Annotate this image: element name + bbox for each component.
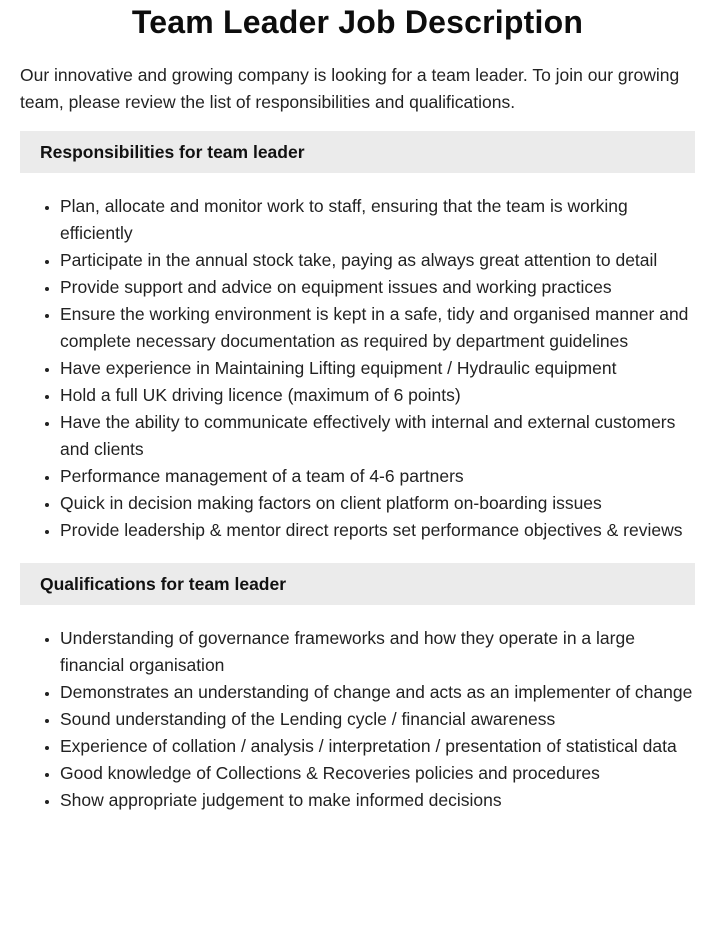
intro-paragraph: Our innovative and growing company is looking for a team leader. To join our growing team, please review the list of responsibilities and qualifications. [20,65,680,112]
list-item: • Understanding of governance frameworks and how they operate in a large financial organisation [60,625,695,679]
list-item: • Quick in decision making factors on client platform on-boarding issues [60,490,695,517]
list-item: • Participate in the annual stock take, paying as always great attention to detail [60,247,695,274]
list-item: • Have the ability to communicate effectively with internal and external customers and clients [60,409,695,463]
list-item: • Performance management of a team of 4-6 partners [60,463,695,490]
list-item: • Sound understanding of the Lending cycle / financial awareness [60,706,695,733]
list-item: • Have experience in Maintaining Lifting equipment / Hydraulic equipment [60,355,695,382]
list-item: • Show appropriate judgement to make informed decisions [60,787,695,814]
list-item: • Provide leadership & mentor direct reports set performance objectives & reviews [60,517,695,544]
responsibilities-list [20,193,695,544]
list-item: • Good knowledge of Collections & Recoveries policies and procedures [60,760,695,787]
list-item: • Experience of collation / analysis / interpretation / presentation of statistical data [60,733,695,760]
page-title: Team Leader Job Description [131,4,584,40]
list-item: • Hold a full UK driving licence (maximum of 6 points) [60,382,695,409]
list-item: • Demonstrates an understanding of change and acts as an implementer of change [60,679,695,706]
list-item: • Ensure the working environment is kept in a safe, tidy and organised manner and complete necessary documentation as required by department guidelines [60,301,695,355]
responsibilities-heading: Responsibilities for team leader [20,131,695,173]
qualifications-heading: Qualifications for team leader [20,563,695,605]
list-item: • Provide support and advice on equipment issues and working practices [60,274,695,301]
qualifications-list [20,625,695,814]
list-item: • Plan, allocate and monitor work to staff, ensuring that the team is working efficiently [60,193,695,247]
